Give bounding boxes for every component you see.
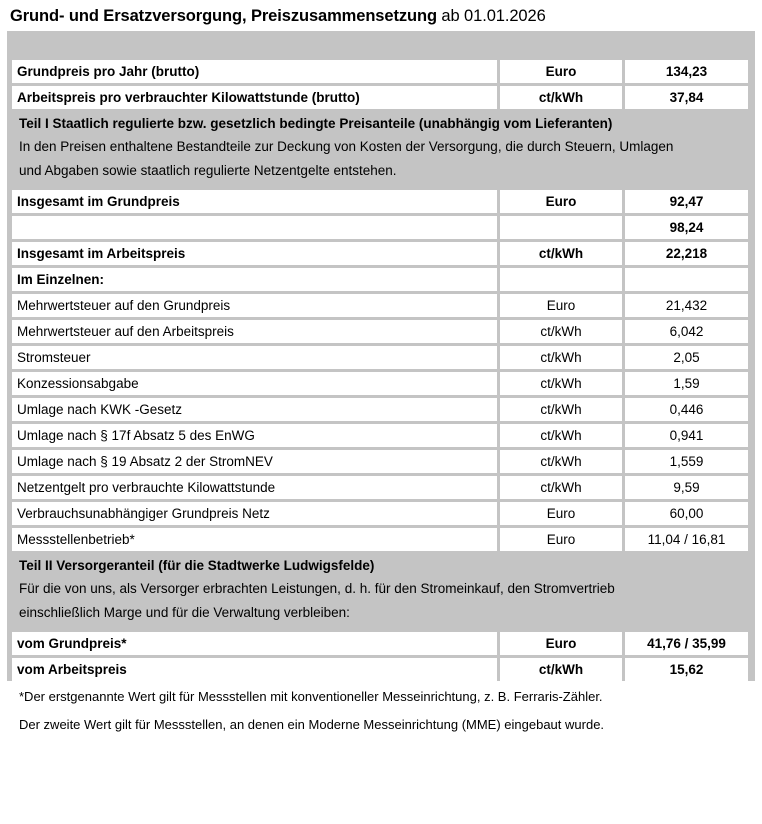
table-row: [7, 629, 755, 655]
row-unit: [500, 268, 622, 291]
table-row: [7, 421, 755, 447]
row-unit: Euro: [500, 528, 622, 551]
table-section-teil-1-summary: [7, 187, 755, 291]
row-label: Insgesamt im Grundpreis: [12, 190, 497, 213]
row-unit: Euro: [500, 502, 622, 525]
row-label: Arbeitspreis pro verbrauchter Kilowattstunde (brutto): [12, 86, 497, 109]
section-text-teil-2-line-2: einschließlich Marge und für die Verwaltung verbleiben:: [19, 605, 350, 620]
row-value: 60,00: [625, 502, 748, 525]
row-value: [625, 268, 748, 291]
row-value: 6,042: [625, 320, 748, 343]
section-text-teil-1-line-2: und Abgaben sowie staatlich regulierte Netzentgelte entstehen.: [19, 163, 397, 178]
row-unit: ct/kWh: [500, 476, 622, 499]
footnote: Der zweite Wert gilt für Messstellen, an denen ein Moderne Messeinrichtung (MME) eingebaut wurde.: [19, 717, 605, 732]
table-row: [7, 655, 755, 681]
page-title-bold: Grund- und Ersatzversorgung, Preiszusammensetzung: [10, 7, 437, 25]
table-row: [7, 499, 755, 525]
row-value: 22,218: [625, 242, 748, 265]
row-unit: Euro: [500, 294, 622, 317]
section-text-teil-2-line-1: Für die von uns, als Versorger erbrachten Leistungen, d. h. für den Stromeinkauf, den Stromvertrieb: [19, 581, 615, 596]
table-row: [7, 525, 755, 551]
table-top-spacer: [7, 31, 755, 57]
row-unit: Euro: [500, 60, 622, 83]
row-value: 92,47: [625, 190, 748, 213]
row-label: Im Einzelnen:: [12, 268, 497, 291]
row-label: Konzessionsabgabe: [12, 372, 497, 395]
row-unit: ct/kWh: [500, 658, 622, 681]
row-value: 41,76 / 35,99: [625, 632, 748, 655]
table-row: [7, 265, 755, 291]
section-title-teil-2: Teil II Versorgeranteil (für die Stadtwerke Ludwigsfelde): [19, 558, 375, 573]
row-unit: ct/kWh: [500, 398, 622, 421]
row-label: Umlage nach § 19 Absatz 2 der StromNEV: [12, 450, 497, 473]
table-section-teil-1-details: [7, 291, 755, 551]
row-value: 0,941: [625, 424, 748, 447]
row-unit: Euro: [500, 190, 622, 213]
row-value: 134,23: [625, 60, 748, 83]
section-title-teil-1: Teil I Staatlich regulierte bzw. gesetzlich bedingte Preisanteile (unabhängig vom Lieferanten): [19, 116, 613, 131]
row-value: 21,432: [625, 294, 748, 317]
row-label: Messstellenbetrieb*: [12, 528, 497, 551]
table-row: [7, 395, 755, 421]
row-label: Stromsteuer: [12, 346, 497, 369]
section-text-teil-1-line-1: In den Preisen enthaltene Bestandteile zur Deckung von Kosten der Versorgung, die durch Steuern, Umlagen: [19, 139, 674, 154]
row-unit: ct/kWh: [500, 424, 622, 447]
table-row: [7, 343, 755, 369]
price-composition-table: [7, 31, 755, 739]
table-row: [7, 317, 755, 343]
page-title-date: ab 01.01.2026: [436, 7, 546, 25]
row-value: 11,04 / 16,81: [625, 528, 748, 551]
table-row: [7, 83, 755, 109]
row-unit: ct/kWh: [500, 86, 622, 109]
table-row: [7, 239, 755, 265]
footnotes-block: [7, 681, 755, 739]
table-row: [7, 447, 755, 473]
section-header-teil-1: [7, 109, 755, 187]
page-title: [0, 0, 762, 31]
row-label: vom Arbeitspreis: [12, 658, 497, 681]
row-label: Mehrwertsteuer auf den Arbeitspreis: [12, 320, 497, 343]
row-unit: ct/kWh: [500, 242, 622, 265]
row-value: 15,62: [625, 658, 748, 681]
row-unit: Euro: [500, 632, 622, 655]
table-row: [7, 291, 755, 317]
table-row: [7, 473, 755, 499]
row-value: 0,446: [625, 398, 748, 421]
row-value: 2,05: [625, 346, 748, 369]
row-label: Grundpreis pro Jahr (brutto): [12, 60, 497, 83]
row-label: Mehrwertsteuer auf den Grundpreis: [12, 294, 497, 317]
row-label: Verbrauchsunabhängiger Grundpreis Netz: [12, 502, 497, 525]
table-row: [7, 187, 755, 213]
row-value: 37,84: [625, 86, 748, 109]
row-unit: [500, 216, 622, 239]
footnote: *Der erstgenannte Wert gilt für Messstellen mit konventioneller Messeinrichtung, z. B. Ferraris-Zähler.: [19, 689, 603, 704]
row-label: [12, 216, 497, 239]
row-label: Umlage nach § 17f Absatz 5 des EnWG: [12, 424, 497, 447]
table-row: [7, 369, 755, 395]
row-unit: ct/kWh: [500, 346, 622, 369]
row-label: vom Grundpreis*: [12, 632, 497, 655]
row-unit: ct/kWh: [500, 320, 622, 343]
row-value: 98,24: [625, 216, 748, 239]
table-row: [7, 213, 755, 239]
table-section-teil-2-rows: [7, 629, 755, 681]
row-label: Insgesamt im Arbeitspreis: [12, 242, 497, 265]
row-value: 1,59: [625, 372, 748, 395]
table-section-overview: [7, 57, 755, 109]
row-unit: ct/kWh: [500, 450, 622, 473]
row-value: 9,59: [625, 476, 748, 499]
row-value: 1,559: [625, 450, 748, 473]
row-label: Netzentgelt pro verbrauchte Kilowattstunde: [12, 476, 497, 499]
row-label: Umlage nach KWK -Gesetz: [12, 398, 497, 421]
table-row: [7, 57, 755, 83]
section-header-teil-2: [7, 551, 755, 629]
row-unit: ct/kWh: [500, 372, 622, 395]
